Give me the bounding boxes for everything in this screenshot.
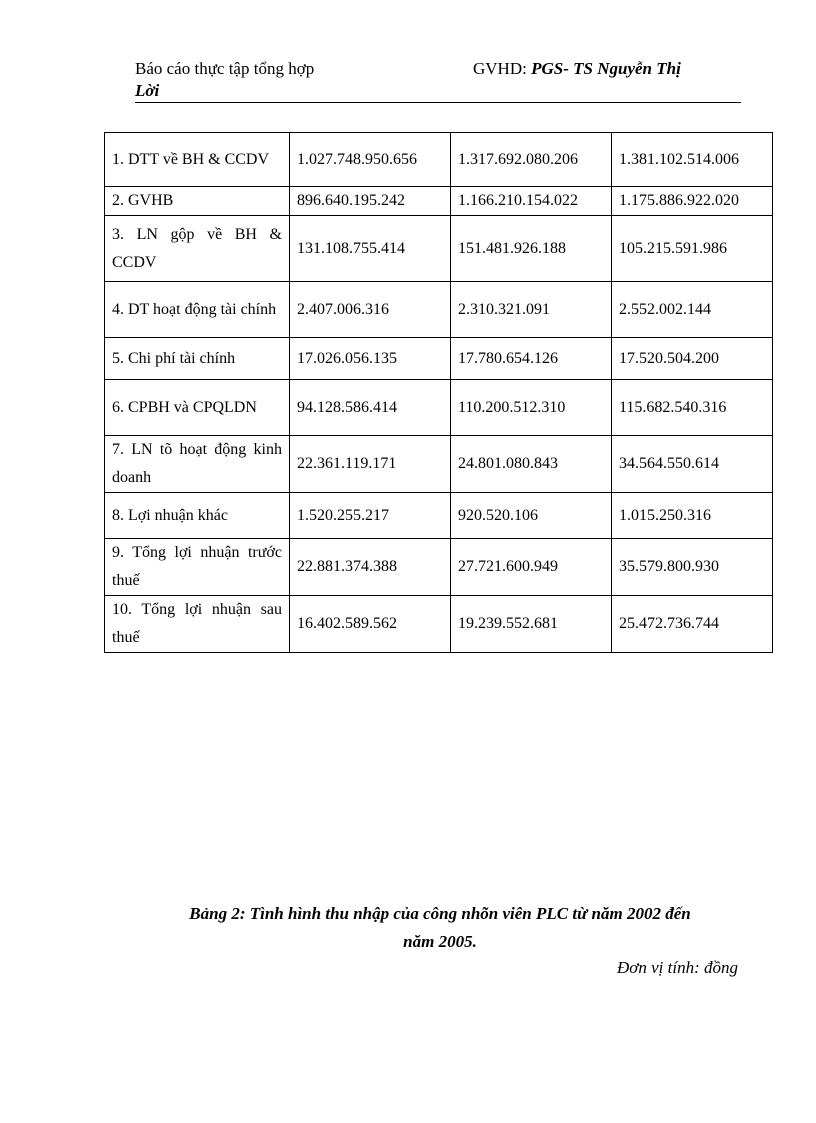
value-cell: 1.317.692.080.206 <box>451 133 612 187</box>
financial-table-body <box>105 133 773 653</box>
value-cell: 115.682.540.316 <box>612 380 773 436</box>
value-cell: 16.402.589.562 <box>290 596 451 653</box>
report-title: Báo cáo thực tập tổng hợp <box>135 59 315 78</box>
table-row <box>105 436 773 493</box>
value-cell: 27.721.600.949 <box>451 539 612 596</box>
table-row <box>105 282 773 338</box>
table-row <box>105 380 773 436</box>
table-row <box>105 187 773 216</box>
table-row <box>105 493 773 539</box>
value-cell: 1.166.210.154.022 <box>451 187 612 216</box>
advisor-name: PGS- TS Nguyễn Thị <box>531 59 681 78</box>
value-cell: 22.361.119.171 <box>290 436 451 493</box>
value-cell: 2.310.321.091 <box>451 282 612 338</box>
value-cell: 94.128.586.414 <box>290 380 451 436</box>
row-label: 5. Chi phí tài chính <box>105 338 290 380</box>
value-cell: 1.520.255.217 <box>290 493 451 539</box>
value-cell: 896.640.195.242 <box>290 187 451 216</box>
value-cell: 151.481.926.188 <box>451 216 612 282</box>
value-cell: 2.407.006.316 <box>290 282 451 338</box>
value-cell: 1.381.102.514.006 <box>612 133 773 187</box>
value-cell: 110.200.512.310 <box>451 380 612 436</box>
value-cell: 17.026.056.135 <box>290 338 451 380</box>
advisor-line <box>473 58 681 80</box>
row-label: 7. LN tõ hoạt động kinh doanh <box>105 436 290 493</box>
row-label: 3. LN gộp về BH & CCDV <box>105 216 290 282</box>
row-label: 1. DTT về BH & CCDV <box>105 133 290 187</box>
row-label: 4. DT hoạt động tài chính <box>105 282 290 338</box>
row-label: 6. CPBH và CPQLDN <box>105 380 290 436</box>
value-cell: 920.520.106 <box>451 493 612 539</box>
value-cell: 19.239.552.681 <box>451 596 612 653</box>
value-cell: 1.015.250.316 <box>612 493 773 539</box>
unit-note: Đơn vị tính: đồng <box>617 958 738 977</box>
value-cell: 35.579.800.930 <box>612 539 773 596</box>
value-cell: 24.801.080.843 <box>451 436 612 493</box>
advisor-prefix: GVHD: <box>473 59 532 78</box>
value-cell: 34.564.550.614 <box>612 436 773 493</box>
row-label: 9. Tổng lợi nhuận trước thuế <box>105 539 290 596</box>
value-cell: 25.472.736.744 <box>612 596 773 653</box>
table-row <box>105 539 773 596</box>
row-label: 2. GVHB <box>105 187 290 216</box>
table-row <box>105 216 773 282</box>
table-row <box>105 338 773 380</box>
page-header <box>135 58 741 103</box>
table-row <box>105 133 773 187</box>
financial-table <box>104 132 773 653</box>
value-cell: 1.175.886.922.020 <box>612 187 773 216</box>
value-cell: 105.215.591.986 <box>612 216 773 282</box>
value-cell: 2.552.002.144 <box>612 282 773 338</box>
value-cell: 131.108.755.414 <box>290 216 451 282</box>
value-cell: 17.780.654.126 <box>451 338 612 380</box>
row-label: 10. Tổng lợi nhuận sau thuế <box>105 596 290 653</box>
advisor-name-continued: Lời <box>135 81 160 100</box>
table-row <box>105 596 773 653</box>
table-caption <box>140 900 740 956</box>
caption-line-1: Bảng 2: Tình hình thu nhập của công nhõn viên PLC từ năm 2002 đến <box>189 904 691 923</box>
row-label: 8. Lợi nhuận khác <box>105 493 290 539</box>
value-cell: 17.520.504.200 <box>612 338 773 380</box>
value-cell: 1.027.748.950.656 <box>290 133 451 187</box>
caption-line-2: năm 2005. <box>403 932 477 951</box>
value-cell: 22.881.374.388 <box>290 539 451 596</box>
